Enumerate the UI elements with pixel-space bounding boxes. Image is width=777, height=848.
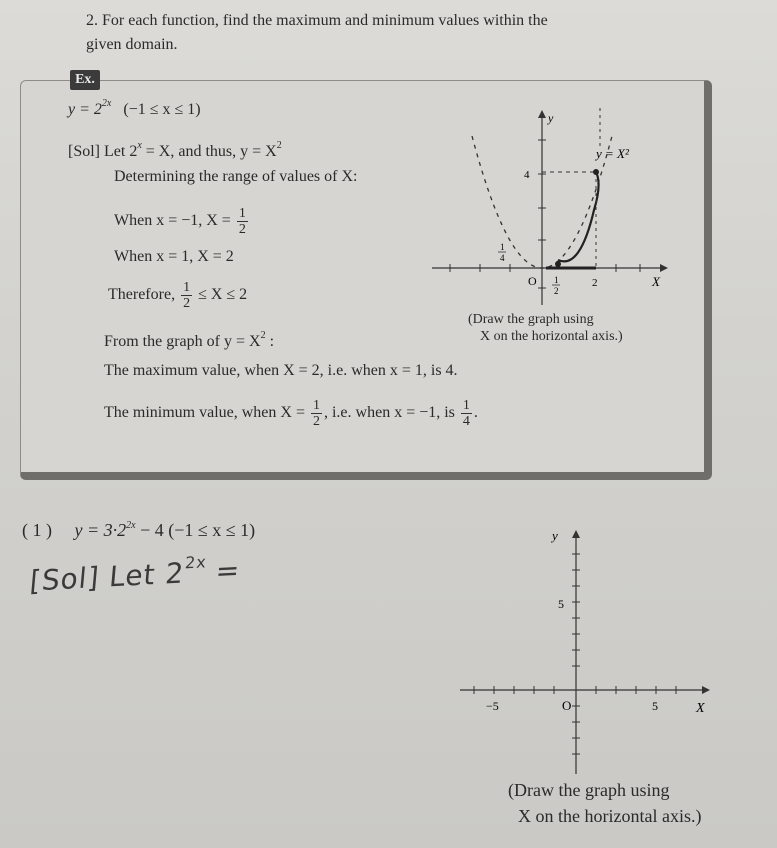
- handwriting-end: =: [204, 553, 242, 589]
- example-tick-2: 2: [592, 277, 598, 289]
- example-graph-note-2: X on the horizontal axis.): [480, 329, 623, 344]
- therefore-line: [108, 280, 247, 311]
- problem-1-origin: O: [562, 698, 572, 713]
- problem-1-x-arrow: [702, 686, 710, 694]
- therefore-prefix: Therefore,: [108, 286, 176, 304]
- problem-1-y-label: y: [552, 528, 558, 543]
- example-y-arrow: [538, 110, 546, 118]
- example-parabola-solid: [558, 172, 599, 261]
- problem-1-graph-note-2: X on the horizontal axis.): [518, 806, 702, 826]
- example-graph: [420, 100, 680, 310]
- when1-prefix: When x = −1, X =: [114, 212, 231, 230]
- min-end: .: [473, 404, 478, 422]
- problem-1-line: [22, 520, 255, 541]
- example-max-point: [593, 169, 599, 175]
- therefore-suffix: ≤ X ≤ 2: [198, 286, 248, 304]
- example-func-base: y = 2: [68, 101, 102, 118]
- example-origin: O: [528, 274, 537, 288]
- example-tick-half-den: 2: [554, 286, 559, 296]
- example-curve-label: y = X²: [596, 146, 629, 161]
- min-fraction-2: [461, 398, 472, 429]
- problem-1-func: y = 3·2: [74, 520, 127, 540]
- min-den2: 4: [462, 414, 470, 429]
- min-num2: 1: [462, 398, 470, 413]
- example-label: Ex.: [70, 70, 100, 90]
- from-graph-square: 2: [260, 330, 266, 341]
- sol-square: 2: [276, 140, 282, 151]
- min-den1: 2: [312, 414, 320, 429]
- therefore-den: 2: [183, 296, 191, 311]
- problem-1-domain: − 4 (−1 ≤ x ≤ 1): [135, 520, 256, 540]
- example-func-exp: 2x: [101, 98, 112, 109]
- when1-num: 1: [238, 206, 246, 221]
- when1-den: 2: [238, 222, 246, 237]
- therefore-num: 1: [183, 280, 191, 295]
- sol-mid: = X, and thus, y = X: [141, 143, 277, 160]
- determining-text: Determining the range of values of X:: [114, 168, 358, 185]
- question-line-2: given domain.: [86, 36, 178, 53]
- example-x-arrow: [660, 264, 668, 272]
- when-line-2: When x = 1, X = 2: [114, 248, 234, 265]
- from-graph-colon: :: [265, 333, 275, 350]
- from-graph-text: From the graph of y = X: [104, 333, 261, 350]
- problem-1-exp: 2x: [126, 520, 136, 531]
- example-tick-quarter-den: 4: [500, 253, 505, 263]
- example-min-point: [555, 261, 561, 267]
- handwritten-answer[interactable]: [29, 550, 242, 597]
- problem-1-x-label: X: [696, 701, 705, 716]
- problem-1-number: ( 1 ): [22, 520, 52, 540]
- example-graph-note-1: (Draw the graph using: [468, 312, 594, 327]
- therefore-fraction: [181, 280, 192, 311]
- minimum-line: [104, 398, 478, 429]
- example-func-domain: (−1 ≤ x ≤ 1): [123, 101, 201, 118]
- problem-1-graph-note-1: (Draw the graph using: [508, 780, 670, 800]
- example-tick-half-num: 1: [554, 275, 559, 285]
- example-function: [68, 98, 201, 119]
- problem-1-graph[interactable]: [460, 522, 740, 778]
- when-line-1: [114, 206, 250, 237]
- problem-1-tick-5-x: 5: [652, 699, 658, 713]
- example-y-label: y: [548, 111, 554, 125]
- maximum-line: The maximum value, when X = 2, i.e. when x = 1, is 4.: [104, 362, 458, 379]
- handwriting-exp: 2x: [184, 552, 208, 573]
- when1-fraction: [237, 206, 248, 237]
- example-tick-4: 4: [524, 169, 530, 181]
- question-line-1: 2. For each function, find the maximum and minimum values within the: [86, 12, 548, 29]
- min-prefix: The minimum value, when X =: [104, 404, 305, 422]
- solution-let-line: [68, 140, 282, 161]
- handwriting-main: [Sol] Let 2: [28, 556, 186, 598]
- min-mid: , i.e. when x = −1, is: [323, 404, 455, 422]
- sol-prefix: [Sol] Let 2: [68, 143, 138, 160]
- problem-1-tick-neg5: −5: [486, 699, 499, 713]
- min-num1: 1: [312, 398, 320, 413]
- example-x-label: X: [652, 274, 660, 289]
- min-fraction-1: [311, 398, 322, 429]
- problem-1-y-arrow: [572, 530, 580, 538]
- sol-exp: x: [137, 140, 142, 151]
- example-tick-quarter-num: 1: [500, 242, 505, 252]
- problem-1-tick-5-y: 5: [558, 597, 564, 611]
- from-graph-line: [104, 330, 274, 351]
